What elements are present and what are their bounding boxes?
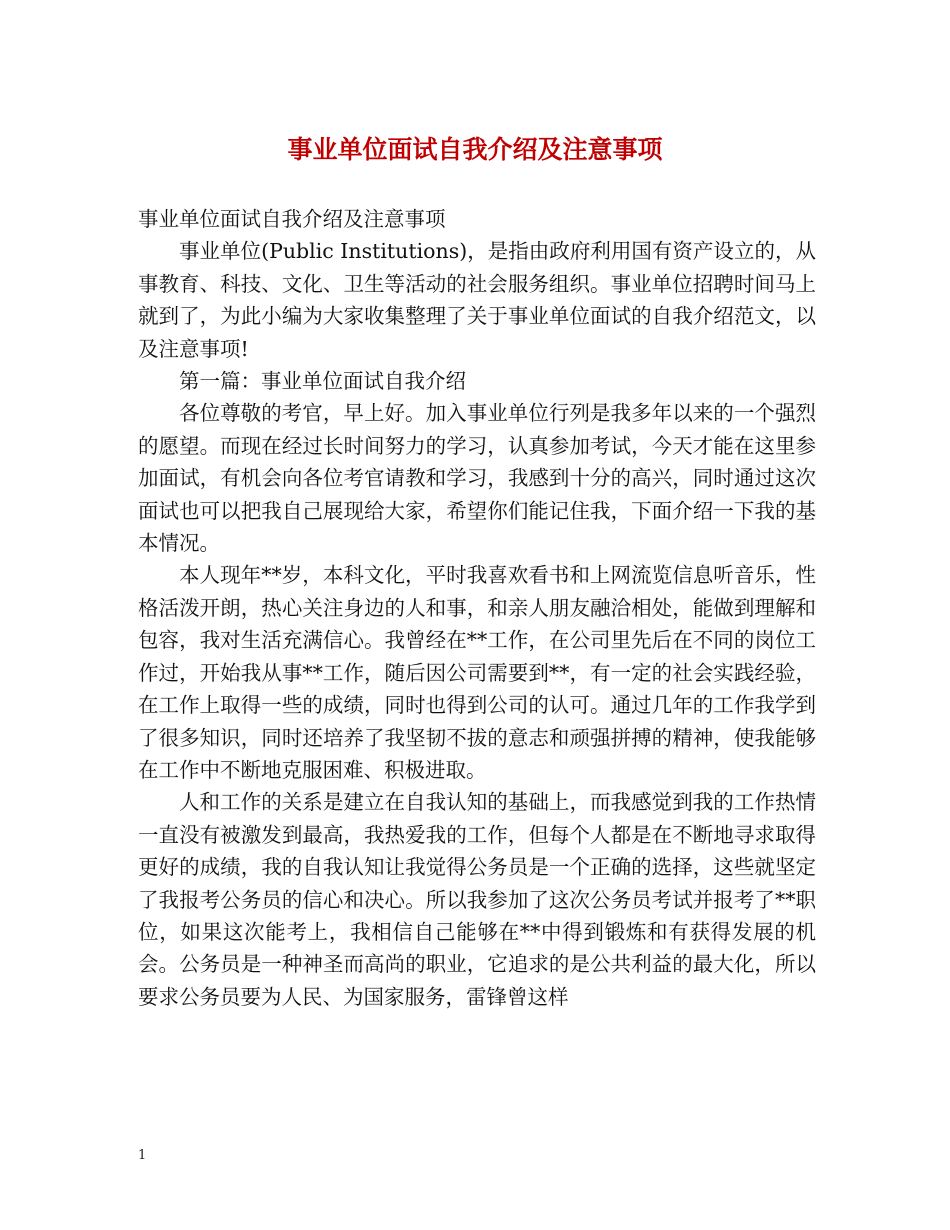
- paragraph-greeting: 各位尊敬的考官，早上好。加入事业单位行列是我多年以来的一个强烈的愿望。而现在经过长时间努力的学习，认真参加考试，今天才能在这里参加面试，有机会向各位考官请教和学习，我感到十分的高兴，同时通过这次面试也可以把我自己展现给大家，希望你们能记住我，下面介绍一下我的基本情况。: [138, 401, 816, 556]
- paragraph-intro: 事业单位(Public Institutions)，是指由政府利用国有资产设立的，从事教育、科技、文化、卫生等活动的社会服务组织。事业单位招聘时间马上就到了，为此小编为大家收集整理了关于事业单位面试的自我介绍范文，以及注意事项!: [138, 239, 816, 361]
- paragraph-motivation: 人和工作的关系是建立在自我认知的基础上，而我感觉到我的工作热情一直没有被激发到最高，我热爱我的工作，但每个人都是在不断地寻求取得更好的成绩，我的自我认知让我觉得公务员是一个正确的选择，这些就坚定了我报考公务员的信心和决心。所以我参加了这次公务员考试并报考了**职位，如果这次能考上，我相信自己能够在**中得到锻炼和有获得发展的机会。公务员是一种神圣而高尚的职业，它追求的是公共利益的最大化，所以要求公务员要为人民、为国家服务，雷锋曾这样: [138, 790, 816, 1009]
- body-heading-line: 事业单位面试自我介绍及注意事项: [138, 207, 446, 231]
- document-title: 事业单位面试自我介绍及注意事项: [287, 135, 663, 164]
- paragraph-background: 本人现年**岁，本科文化，平时我喜欢看书和上网流览信息听音乐，性格活泼开朗，热心关注身边的人和事，和亲人朋友融洽相处，能做到理解和包容，我对生活充满信心。我曾经在**工作，在公司里先后在不同的岗位工作过，开始我从事**工作，随后因公司需要到**，有一定的社会实践经验，在工作上取得一些的成绩，同时也得到公司的认可。通过几年的工作我学到了很多知识，同时还培养了我坚韧不拔的意志和顽强拼搏的精神，使我能够在工作中不断地克服困难、积极进取。: [138, 563, 816, 782]
- page-number: 1: [138, 1148, 147, 1163]
- section-heading: 第一篇：事业单位面试自我介绍: [179, 369, 466, 394]
- document-body: [138, 203, 816, 1013]
